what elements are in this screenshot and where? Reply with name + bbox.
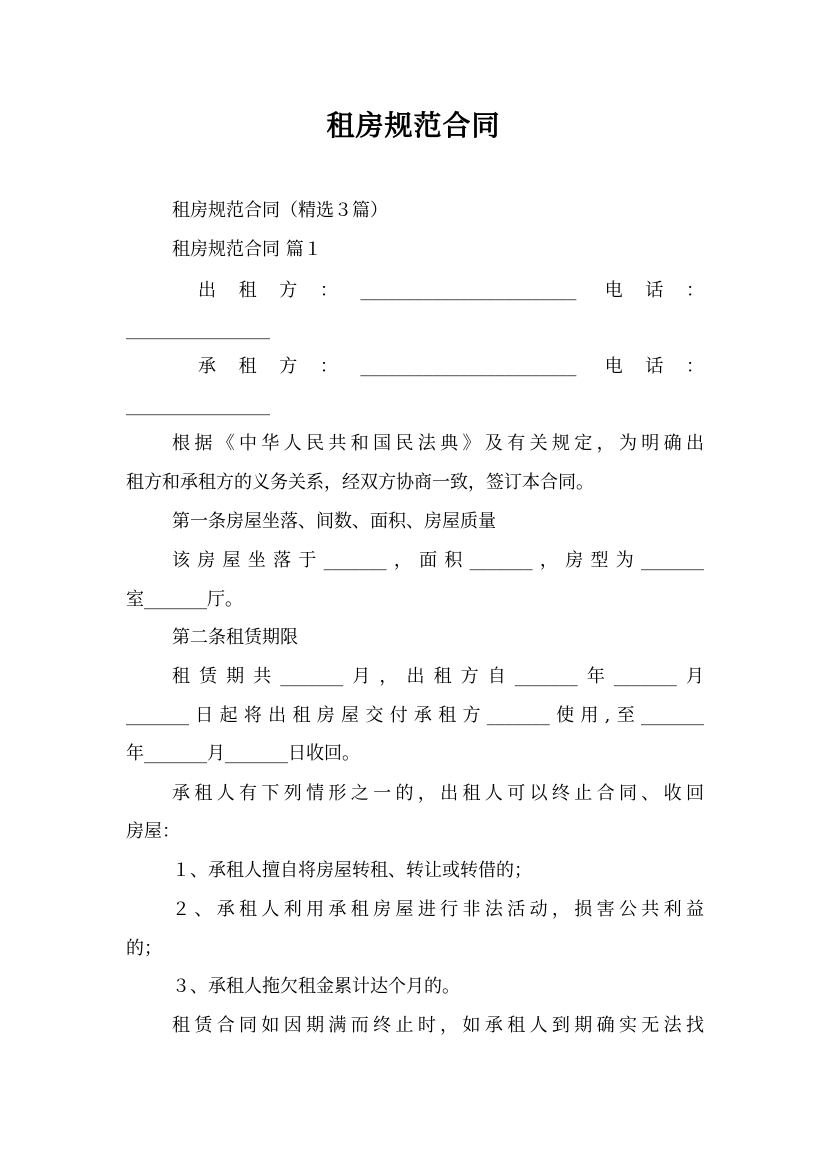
paragraph-line: 承租人有下列情形之一的，出租人可以终止合同、收回 — [172, 783, 704, 804]
subtitle-line: 租房规范合同（精选３篇） — [172, 200, 388, 221]
paragraph-line: 室_______厅。 — [126, 589, 243, 610]
list-item: ３、承租人拖欠租金累计达个月的。 — [172, 976, 460, 997]
lessor-line: 出租方：________________________ 电话： — [198, 280, 704, 301]
paragraph-line: _______日起将出租房屋交付承租方_______使用,至_______ — [126, 705, 704, 726]
paragraph-line: 房屋： — [126, 821, 180, 842]
list-item-continuation: 的； — [126, 938, 162, 959]
document-title: 租房规范合同 — [326, 109, 501, 142]
paragraph-line: 年_______月_______日收回。 — [126, 743, 360, 764]
lessee-phone-blank: ________________ — [126, 395, 270, 416]
paragraph-line: 租赁期共_______月，出租方自_______年_______月 — [172, 666, 704, 687]
list-item: １、承租人擅自将房屋转租、转让或转借的； — [172, 860, 532, 881]
section-heading: 租房规范合同 篇１ — [172, 239, 322, 260]
paragraph-line: 根据《中华人民共和国民法典》及有关规定，为明确出 — [172, 433, 704, 454]
lessor-phone-blank: ________________ — [126, 319, 270, 340]
paragraph-line: 该房屋坐落于_______，面积_______，房型为_______ — [172, 550, 704, 571]
article-heading: 第二条租赁期限 — [172, 627, 298, 648]
lessee-line: 承租方：________________________ 电话： — [198, 356, 704, 377]
paragraph-line: 租赁合同如因期满而终止时，如承租人到期确实无法找 — [172, 1015, 704, 1036]
list-item: ２、承租人利用承租房屋进行非法活动，损害公共利益 — [172, 899, 704, 920]
paragraph-line: 租方和承租方的义务关系，经双方协商一致，签订本合同。 — [126, 472, 594, 493]
article-heading: 第一条房屋坐落、间数、面积、房屋质量 — [172, 511, 496, 532]
